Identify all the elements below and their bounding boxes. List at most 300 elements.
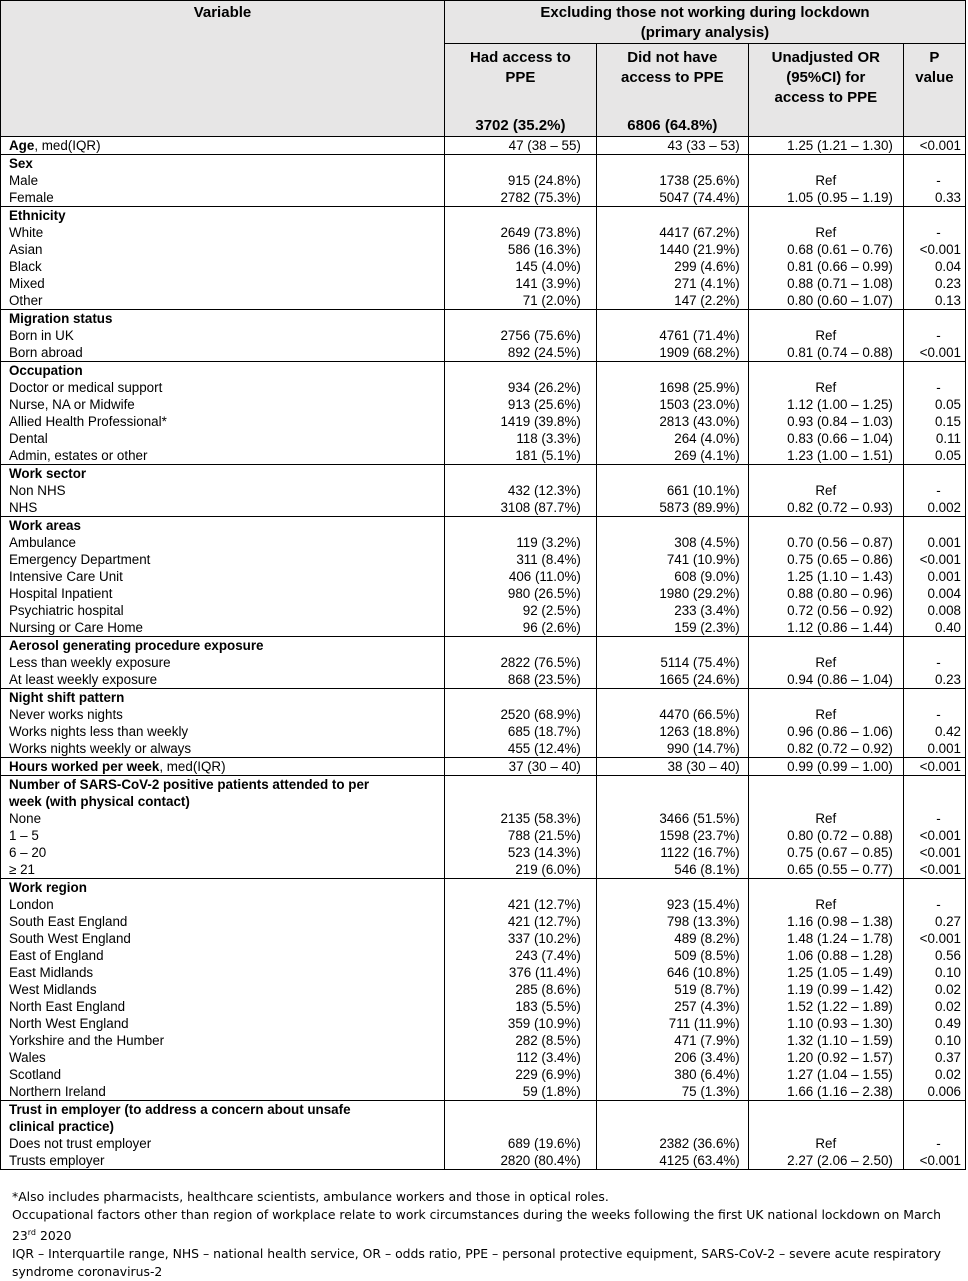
odds-ratio-cell: 1.06 (0.88 – 1.28)	[748, 947, 903, 964]
variable-header-label: Variable	[193, 4, 252, 21]
table-row	[1, 827, 966, 844]
had-access-cell: 2822 (76.5%)	[444, 654, 596, 671]
had-access-cell: 868 (23.5%)	[444, 671, 596, 689]
empty-cell	[444, 310, 596, 328]
group-title: Sex	[9, 156, 33, 171]
empty-cell	[596, 879, 748, 897]
table-row	[1, 740, 966, 758]
table-row	[1, 137, 966, 155]
p-value-header	[903, 44, 965, 137]
no-access-cell: 257 (4.3%)	[596, 998, 748, 1015]
row-label: 6 – 20	[1, 844, 445, 861]
empty-cell	[748, 793, 903, 810]
odds-ratio-cell: 0.65 (0.55 – 0.77)	[748, 861, 903, 879]
had-access-cell: 934 (26.2%)	[444, 379, 596, 396]
table-row	[1, 172, 966, 189]
no-access-cell: 471 (7.9%)	[596, 1032, 748, 1049]
table-row	[1, 499, 966, 517]
no-access-header-line1: Did not have	[627, 49, 718, 66]
no-access-cell: 1263 (18.8%)	[596, 723, 748, 740]
p-value-cell: 0.49	[903, 1015, 965, 1032]
table-row	[1, 585, 966, 602]
footnote-abbreviations: IQR – Interquartile range, NHS – national health service, OR – odds ratio, PPE – personal protective equipment, SARS-CoV-2 – severe acute respiratory syndrome coronavirus-2	[12, 1246, 942, 1280]
group-header-row	[1, 517, 966, 535]
had-access-cell: 406 (11.0%)	[444, 568, 596, 585]
row-label: Scotland	[1, 1066, 445, 1083]
no-access-cell: 2813 (43.0%)	[596, 413, 748, 430]
odds-ratio-cell: 0.83 (0.66 – 1.04)	[748, 430, 903, 447]
group-title-cell	[1, 776, 445, 794]
odds-ratio-cell: 0.93 (0.84 – 1.03)	[748, 413, 903, 430]
no-access-cell: 4125 (63.4%)	[596, 1152, 748, 1170]
odds-ratio-cell: 1.25 (1.10 – 1.43)	[748, 568, 903, 585]
no-access-cell: 1598 (23.7%)	[596, 827, 748, 844]
row-label: Emergency Department	[1, 551, 445, 568]
odds-ratio-cell: 0.70 (0.56 – 0.87)	[748, 534, 903, 551]
odds-ratio-cell: 1.32 (1.10 – 1.59)	[748, 1032, 903, 1049]
table-row	[1, 482, 966, 499]
group-title-cell	[1, 362, 445, 380]
group-header-row	[1, 207, 966, 225]
odds-ratio-cell: 2.27 (2.06 – 2.50)	[748, 1152, 903, 1170]
empty-cell	[903, 689, 965, 707]
group-title-cell	[1, 879, 445, 897]
row-label: Works nights less than weekly	[1, 723, 445, 740]
p-value-cell: <0.001	[903, 551, 965, 568]
empty-cell	[596, 362, 748, 380]
had-access-cell: 432 (12.3%)	[444, 482, 596, 499]
row-label: South East England	[1, 913, 445, 930]
no-access-cell: 1665 (24.6%)	[596, 671, 748, 689]
row-label: Hospital Inpatient	[1, 585, 445, 602]
empty-cell	[748, 207, 903, 225]
group-title-cell	[1, 689, 445, 707]
group-header	[444, 1, 965, 44]
had-access-header	[444, 44, 596, 137]
odds-ratio-cell: 0.81 (0.66 – 0.99)	[748, 258, 903, 275]
no-access-cell: 711 (11.9%)	[596, 1015, 748, 1032]
odds-ratio-cell: 0.94 (0.86 – 1.04)	[748, 671, 903, 689]
p-value-cell: 0.11	[903, 430, 965, 447]
group-title-cell	[1, 517, 445, 535]
no-access-cell: 38 (30 – 40)	[596, 758, 748, 776]
p-value-cell: 0.04	[903, 258, 965, 275]
had-access-cell: 145 (4.0%)	[444, 258, 596, 275]
odds-ratio-cell: 1.52 (1.22 – 1.89)	[748, 998, 903, 1015]
empty-cell	[903, 1101, 965, 1119]
odds-ratio-cell: 1.25 (1.05 – 1.49)	[748, 964, 903, 981]
odds-ratio-cell: 1.19 (0.99 – 1.42)	[748, 981, 903, 998]
table-row	[1, 861, 966, 879]
empty-cell	[596, 155, 748, 173]
group-header-row	[1, 465, 966, 483]
had-access-cell: 2756 (75.6%)	[444, 327, 596, 344]
table-row	[1, 1152, 966, 1170]
footnote-allied-health: *Also includes pharmacists, healthcare scientists, ambulance workers and those in optical roles.	[12, 1189, 609, 1204]
odds-ratio-cell: Ref	[748, 327, 903, 344]
empty-cell	[444, 1101, 596, 1119]
p-value-cell: 0.40	[903, 619, 965, 637]
group-title-cell	[1, 155, 445, 173]
odds-ratio-cell: Ref	[748, 706, 903, 723]
no-access-cell: 990 (14.7%)	[596, 740, 748, 758]
empty-cell	[596, 1118, 748, 1135]
row-label: Works nights weekly or always	[1, 740, 445, 758]
empty-cell	[903, 310, 965, 328]
no-access-header	[596, 44, 748, 137]
had-access-cell: 689 (19.6%)	[444, 1135, 596, 1152]
group-header-row	[1, 637, 966, 655]
empty-cell	[903, 362, 965, 380]
table-row	[1, 671, 966, 689]
table-row	[1, 1135, 966, 1152]
row-label: Never works nights	[1, 706, 445, 723]
table-row	[1, 810, 966, 827]
row-label: Female	[1, 189, 445, 207]
p-value-cell: -	[903, 327, 965, 344]
odds-ratio-cell: 1.12 (1.00 – 1.25)	[748, 396, 903, 413]
empty-cell	[903, 517, 965, 535]
empty-cell	[596, 637, 748, 655]
p-value-cell: 0.23	[903, 275, 965, 292]
odds-ratio-cell: 0.80 (0.60 – 1.07)	[748, 292, 903, 310]
had-access-cell: 118 (3.3%)	[444, 430, 596, 447]
empty-cell	[596, 310, 748, 328]
row-label: West Midlands	[1, 981, 445, 998]
had-access-cell: 980 (26.5%)	[444, 585, 596, 602]
p-value-header-line1: P	[929, 49, 940, 66]
empty-cell	[596, 793, 748, 810]
had-access-cell: 421 (12.7%)	[444, 896, 596, 913]
table-row	[1, 723, 966, 740]
group-title: Night shift pattern	[9, 690, 125, 705]
no-access-cell: 4417 (67.2%)	[596, 224, 748, 241]
no-access-cell: 1440 (21.9%)	[596, 241, 748, 258]
table-row	[1, 654, 966, 671]
empty-cell	[444, 793, 596, 810]
no-access-cell: 233 (3.4%)	[596, 602, 748, 619]
group-title: Hours worked per week	[9, 759, 160, 774]
p-value-cell: 0.002	[903, 499, 965, 517]
empty-cell	[596, 465, 748, 483]
had-access-cell: 219 (6.0%)	[444, 861, 596, 879]
empty-cell	[903, 155, 965, 173]
row-label: NHS	[1, 499, 445, 517]
empty-cell	[444, 517, 596, 535]
odds-ratio-cell: 0.72 (0.56 – 0.92)	[748, 602, 903, 619]
odds-ratio-cell: 0.80 (0.72 – 0.88)	[748, 827, 903, 844]
or-header-line1: Unadjusted OR	[771, 49, 880, 66]
odds-ratio-cell: 0.82 (0.72 – 0.92)	[748, 740, 903, 758]
had-access-cell: 285 (8.6%)	[444, 981, 596, 998]
odds-ratio-cell: Ref	[748, 379, 903, 396]
row-label: Less than weekly exposure	[1, 654, 445, 671]
had-access-cell: 586 (16.3%)	[444, 241, 596, 258]
group-header-line2: (primary analysis)	[640, 24, 770, 41]
row-label	[1, 137, 445, 155]
group-header-row	[1, 155, 966, 173]
empty-cell	[444, 362, 596, 380]
odds-ratio-cell: 0.88 (0.80 – 0.96)	[748, 585, 903, 602]
had-access-cell: 421 (12.7%)	[444, 913, 596, 930]
p-value-cell: 0.006	[903, 1083, 965, 1101]
group-header-row	[1, 1118, 966, 1135]
odds-ratio-cell: 0.99 (0.99 – 1.00)	[748, 758, 903, 776]
had-access-cell: 229 (6.9%)	[444, 1066, 596, 1083]
p-value-cell: 0.10	[903, 1032, 965, 1049]
empty-cell	[748, 517, 903, 535]
no-access-cell: 509 (8.5%)	[596, 947, 748, 964]
table-row	[1, 1015, 966, 1032]
group-title: Work areas	[9, 518, 81, 533]
no-access-cell: 147 (2.2%)	[596, 292, 748, 310]
odds-ratio-cell: 1.66 (1.16 – 2.38)	[748, 1083, 903, 1101]
table-row	[1, 344, 966, 362]
empty-cell	[748, 689, 903, 707]
p-value-cell: <0.001	[903, 241, 965, 258]
p-value-cell: 0.10	[903, 964, 965, 981]
row-label	[1, 758, 445, 776]
row-label: East Midlands	[1, 964, 445, 981]
or-header-line3: access to PPE	[774, 89, 878, 106]
table-row	[1, 964, 966, 981]
no-access-cell: 380 (6.4%)	[596, 1066, 748, 1083]
p-value-cell: <0.001	[903, 1152, 965, 1170]
table-row	[1, 275, 966, 292]
table-row	[1, 292, 966, 310]
empty-cell	[748, 362, 903, 380]
table-row	[1, 327, 966, 344]
empty-cell	[903, 465, 965, 483]
p-value-cell: <0.001	[903, 844, 965, 861]
group-title: Occupation	[9, 363, 83, 378]
p-value-cell: <0.001	[903, 930, 965, 947]
had-access-cell: 3108 (87.7%)	[444, 499, 596, 517]
group-title-cell	[1, 637, 445, 655]
group-header-row	[1, 362, 966, 380]
p-value-cell: 0.15	[903, 413, 965, 430]
no-access-cell: 1698 (25.9%)	[596, 379, 748, 396]
group-header-row	[1, 689, 966, 707]
row-label: White	[1, 224, 445, 241]
group-header-row	[1, 310, 966, 328]
had-access-cell: 1419 (39.8%)	[444, 413, 596, 430]
no-access-cell: 1738 (25.6%)	[596, 172, 748, 189]
group-title: Trust in employer (to address a concern about unsafe	[9, 1102, 351, 1117]
had-access-header-line2: PPE	[505, 69, 536, 86]
had-access-cell: 112 (3.4%)	[444, 1049, 596, 1066]
table-row	[1, 568, 966, 585]
footnote-ordinal-suffix: rd	[27, 1228, 37, 1237]
empty-cell	[596, 207, 748, 225]
table-row	[1, 224, 966, 241]
no-access-cell: 646 (10.8%)	[596, 964, 748, 981]
no-access-header-line2: access to PPE	[621, 69, 724, 86]
empty-cell	[903, 637, 965, 655]
table-row	[1, 998, 966, 1015]
p-value-cell: 0.56	[903, 947, 965, 964]
no-access-cell: 5047 (74.4%)	[596, 189, 748, 207]
had-access-header-line1: Had access to	[469, 49, 571, 66]
had-access-cell: 913 (25.6%)	[444, 396, 596, 413]
had-access-cell: 2135 (58.3%)	[444, 810, 596, 827]
group-title-cell	[1, 465, 445, 483]
had-access-cell: 2520 (68.9%)	[444, 706, 596, 723]
or-header	[748, 44, 903, 137]
had-access-cell: 92 (2.5%)	[444, 602, 596, 619]
odds-ratio-cell: 1.16 (0.98 – 1.38)	[748, 913, 903, 930]
footnotes	[12, 1188, 962, 1281]
group-title-cell	[1, 1118, 445, 1135]
row-label: Other	[1, 292, 445, 310]
empty-cell	[444, 465, 596, 483]
no-access-cell: 271 (4.1%)	[596, 275, 748, 292]
row-label: Intensive Care Unit	[1, 568, 445, 585]
no-access-cell: 489 (8.2%)	[596, 930, 748, 947]
no-access-cell: 546 (8.1%)	[596, 861, 748, 879]
empty-cell	[748, 465, 903, 483]
no-access-cell: 43 (33 – 53)	[596, 137, 748, 155]
row-label: None	[1, 810, 445, 827]
group-title-cell	[1, 310, 445, 328]
empty-cell	[748, 1118, 903, 1135]
table-row	[1, 379, 966, 396]
table-row	[1, 602, 966, 619]
row-label: South West England	[1, 930, 445, 947]
p-value-cell: 0.05	[903, 447, 965, 465]
p-value-cell: 0.05	[903, 396, 965, 413]
group-title: Age	[9, 138, 35, 153]
row-label: Non NHS	[1, 482, 445, 499]
odds-ratio-cell: Ref	[748, 896, 903, 913]
odds-ratio-cell: 1.12 (0.86 – 1.44)	[748, 619, 903, 637]
table-row	[1, 1032, 966, 1049]
had-access-cell: 359 (10.9%)	[444, 1015, 596, 1032]
p-value-cell: <0.001	[903, 137, 965, 155]
p-value-cell: 0.001	[903, 568, 965, 585]
empty-cell	[748, 310, 903, 328]
table-row	[1, 758, 966, 776]
table-row	[1, 844, 966, 861]
row-label: Yorkshire and the Humber	[1, 1032, 445, 1049]
p-value-header-line2: value	[915, 69, 954, 86]
no-access-cell: 4470 (66.5%)	[596, 706, 748, 723]
had-access-cell: 141 (3.9%)	[444, 275, 596, 292]
p-value-cell: 0.42	[903, 723, 965, 740]
no-access-cell: 4761 (71.4%)	[596, 327, 748, 344]
p-value-cell: 0.37	[903, 1049, 965, 1066]
table-row	[1, 258, 966, 275]
had-access-cell: 96 (2.6%)	[444, 619, 596, 637]
empty-cell	[444, 207, 596, 225]
table-row	[1, 981, 966, 998]
p-value-cell: -	[903, 896, 965, 913]
group-title: Ethnicity	[9, 208, 66, 223]
odds-ratio-cell: 1.10 (0.93 – 1.30)	[748, 1015, 903, 1032]
odds-ratio-cell: 0.75 (0.67 – 0.85)	[748, 844, 903, 861]
no-access-cell: 5873 (89.9%)	[596, 499, 748, 517]
table-row	[1, 430, 966, 447]
table-row	[1, 551, 966, 568]
empty-cell	[903, 207, 965, 225]
p-value-cell: 0.001	[903, 740, 965, 758]
variable-header	[1, 1, 445, 137]
group-title-continued: week (with physical contact)	[9, 794, 190, 809]
no-access-cell: 2382 (36.6%)	[596, 1135, 748, 1152]
p-value-cell: <0.001	[903, 827, 965, 844]
empty-cell	[444, 637, 596, 655]
empty-cell	[748, 776, 903, 794]
row-label: Black	[1, 258, 445, 275]
had-access-cell: 71 (2.0%)	[444, 292, 596, 310]
had-access-cell: 47 (38 – 55)	[444, 137, 596, 155]
table-row	[1, 241, 966, 258]
row-label: East of England	[1, 947, 445, 964]
odds-ratio-cell: 1.25 (1.21 – 1.30)	[748, 137, 903, 155]
row-label: 1 – 5	[1, 827, 445, 844]
had-access-cell: 376 (11.4%)	[444, 964, 596, 981]
odds-ratio-cell: Ref	[748, 810, 903, 827]
row-label: Born abroad	[1, 344, 445, 362]
p-value-cell: 0.27	[903, 913, 965, 930]
empty-cell	[903, 793, 965, 810]
group-title-suffix: , med(IQR)	[159, 759, 226, 774]
table-row	[1, 189, 966, 207]
p-value-cell: -	[903, 379, 965, 396]
empty-cell	[596, 517, 748, 535]
had-access-cell: 2649 (73.8%)	[444, 224, 596, 241]
p-value-cell: 0.004	[903, 585, 965, 602]
row-label: Allied Health Professional*	[1, 413, 445, 430]
no-access-cell: 519 (8.7%)	[596, 981, 748, 998]
empty-cell	[596, 1101, 748, 1119]
p-value-cell: -	[903, 1135, 965, 1152]
group-title-cell	[1, 207, 445, 225]
no-access-cell: 159 (2.3%)	[596, 619, 748, 637]
table-row	[1, 947, 966, 964]
table-row	[1, 930, 966, 947]
no-access-cell: 1503 (23.0%)	[596, 396, 748, 413]
had-access-cell: 59 (1.8%)	[444, 1083, 596, 1101]
no-access-cell: 5114 (75.4%)	[596, 654, 748, 671]
footnote-occupational-text: Occupational factors other than region of workplace relate to work circumstances during the weeks following the first UK national lockdown on March 23	[12, 1207, 942, 1244]
no-access-cell: 798 (13.3%)	[596, 913, 748, 930]
table-row	[1, 1066, 966, 1083]
had-access-cell: 915 (24.8%)	[444, 172, 596, 189]
no-access-cell: 308 (4.5%)	[596, 534, 748, 551]
p-value-cell: 0.001	[903, 534, 965, 551]
group-header-row	[1, 776, 966, 794]
group-header-row	[1, 879, 966, 897]
footnote-year: 2020	[36, 1228, 72, 1244]
empty-cell	[903, 1118, 965, 1135]
empty-cell	[596, 776, 748, 794]
had-access-count: 3702 (35.2%)	[475, 117, 566, 134]
table-row	[1, 706, 966, 723]
odds-ratio-cell: 1.05 (0.95 – 1.19)	[748, 189, 903, 207]
row-label: Dental	[1, 430, 445, 447]
row-label: Wales	[1, 1049, 445, 1066]
had-access-cell: 788 (21.5%)	[444, 827, 596, 844]
row-label: Asian	[1, 241, 445, 258]
empty-cell	[444, 689, 596, 707]
row-label: Northern Ireland	[1, 1083, 445, 1101]
odds-ratio-cell: Ref	[748, 224, 903, 241]
table-row	[1, 896, 966, 913]
group-title: Migration status	[9, 311, 113, 326]
p-value-cell: <0.001	[903, 861, 965, 879]
odds-ratio-cell: 1.48 (1.24 – 1.78)	[748, 930, 903, 947]
